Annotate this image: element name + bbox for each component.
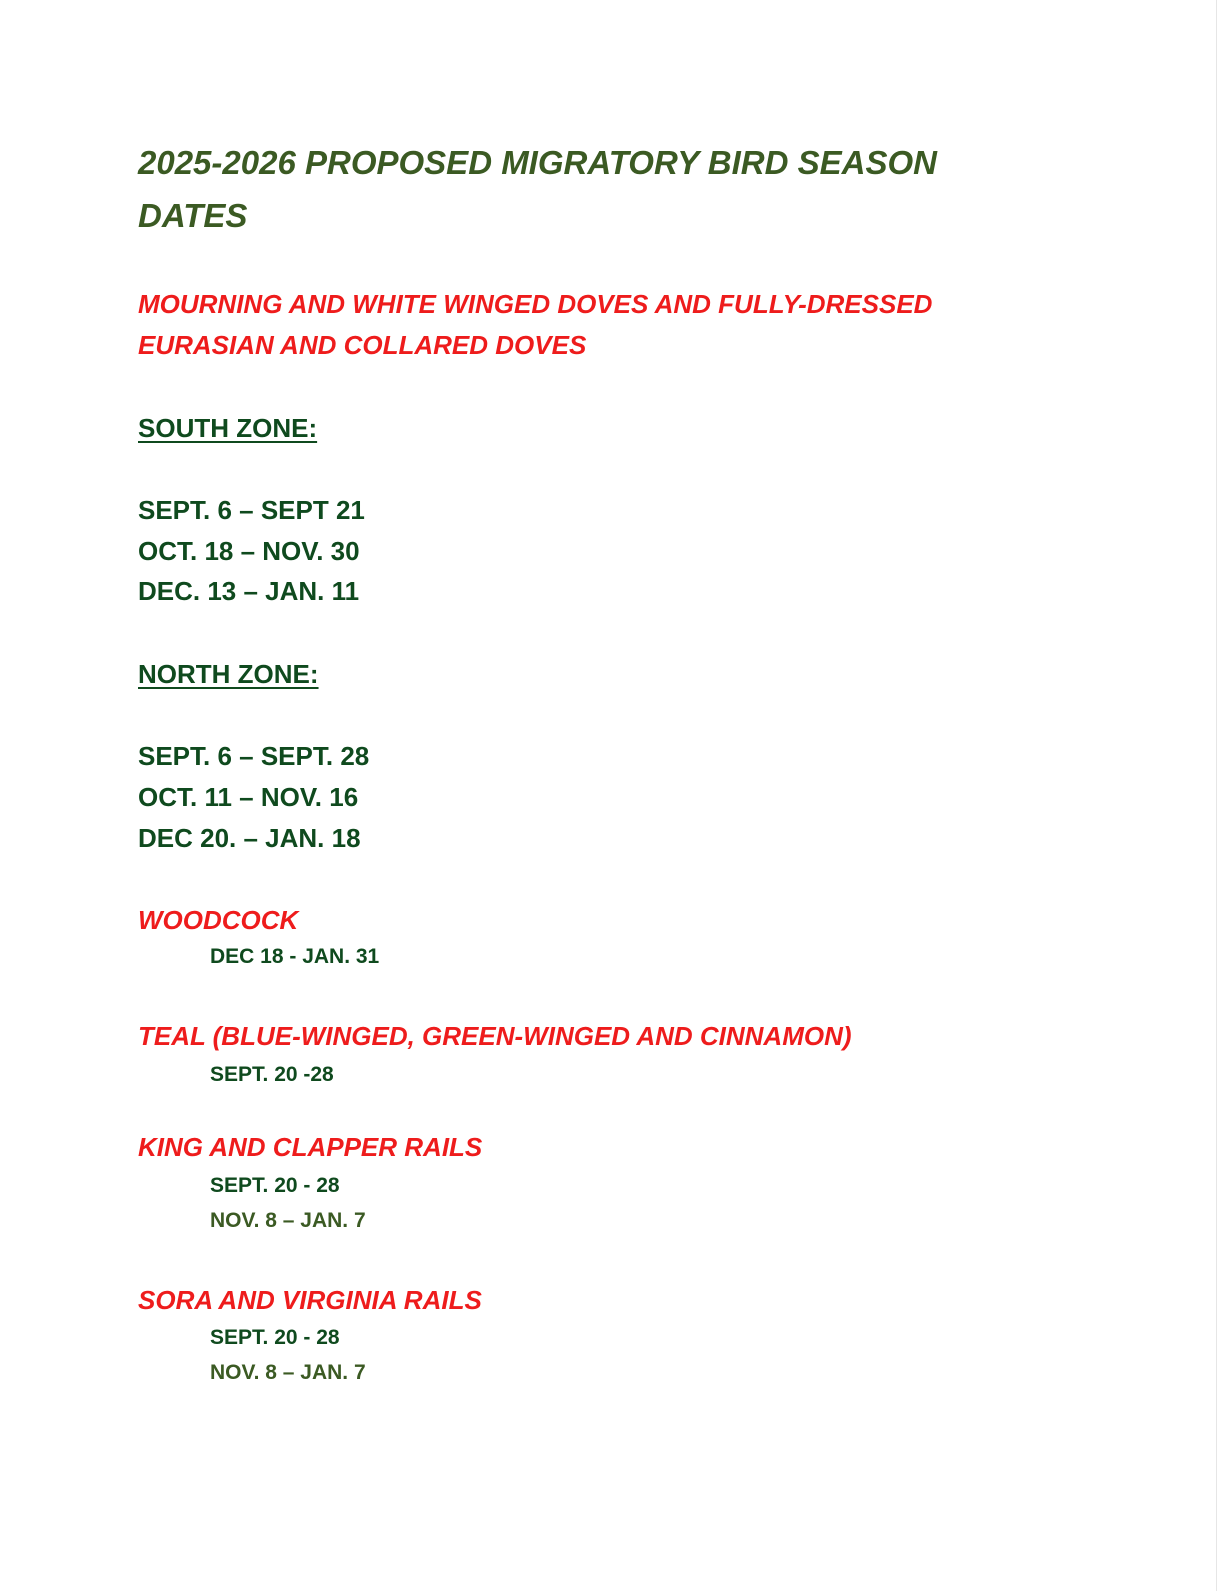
south-zone-label: SOUTH ZONE:	[138, 413, 318, 443]
sora-virginia-rails-date: NOV. 8 – JAN. 7	[210, 1361, 366, 1384]
south-zone-date: SEPT. 6 – SEPT 21	[138, 495, 365, 525]
south-zone-date: OCT. 18 – NOV. 30	[138, 536, 360, 566]
document-title-line-1: 2025-2026 PROPOSED MIGRATORY BIRD SEASON	[138, 144, 937, 181]
woodcock-heading: WOODCOCK	[138, 905, 299, 935]
page-edge	[1216, 0, 1229, 1591]
woodcock-date: DEC 18 - JAN. 31	[210, 945, 380, 968]
south-zone-date: DEC. 13 – JAN. 11	[138, 576, 360, 606]
doves-heading-line-1: MOURNING AND WHITE WINGED DOVES AND FULLY-DRESSED	[138, 289, 933, 319]
north-zone-date: SEPT. 6 – SEPT. 28	[138, 741, 370, 771]
king-clapper-rails-date: SEPT. 20 - 28	[210, 1174, 340, 1197]
doves-heading-line-2: EURASIAN AND COLLARED DOVES	[138, 330, 587, 360]
sora-virginia-rails-heading: SORA AND VIRGINIA RAILS	[138, 1285, 482, 1315]
document-title-line-2: DATES	[138, 197, 248, 234]
sora-virginia-rails-date: SEPT. 20 - 28	[210, 1326, 340, 1349]
king-clapper-rails-date: NOV. 8 – JAN. 7	[210, 1209, 366, 1232]
north-zone-date: DEC 20. – JAN. 18	[138, 823, 361, 853]
king-clapper-rails-heading: KING AND CLAPPER RAILS	[138, 1132, 483, 1162]
teal-date: SEPT. 20 -28	[210, 1063, 334, 1086]
teal-heading: TEAL (BLUE-WINGED, GREEN-WINGED AND CINNAMON)	[138, 1021, 852, 1051]
north-zone-date: OCT. 11 – NOV. 16	[138, 782, 359, 812]
north-zone-label: NORTH ZONE:	[138, 659, 319, 689]
